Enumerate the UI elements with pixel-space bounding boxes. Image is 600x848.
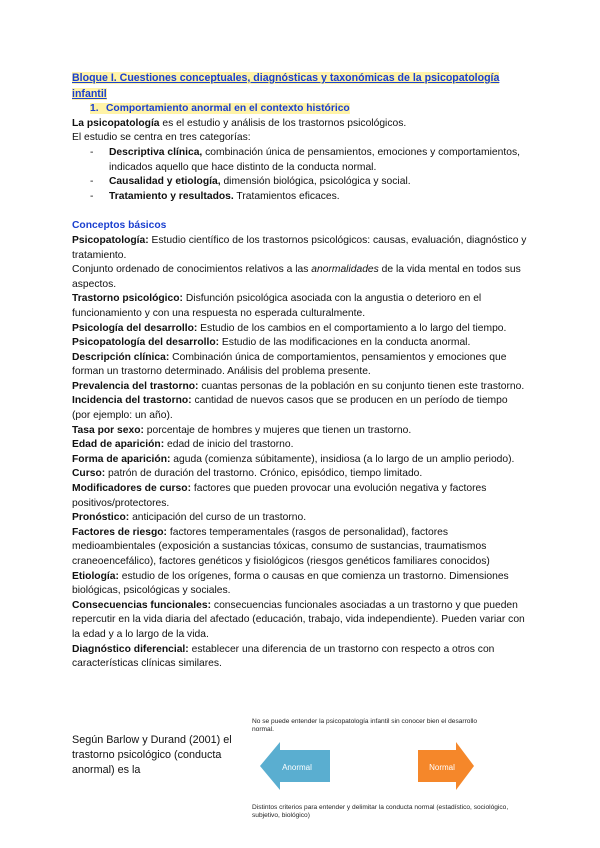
right-arrow-label: Normal	[429, 763, 455, 772]
concepts-list	[72, 234, 528, 672]
concept-item: Descripción clínica: Combinación única de comportamientos, pensamientos y emociones que forman un trastorno determinado. Análisis del problema presente.	[72, 351, 507, 378]
concept-item: Psicología del desarrollo: Estudio de los cambios en el comportamiento a lo largo del tiempo.	[72, 322, 507, 334]
concept-item: Pronóstico: anticipación del curso de un trastorno.	[72, 512, 307, 524]
category-item: - Tratamiento y resultados. Tratamientos eficaces.	[72, 190, 528, 205]
concept-item: Edad de aparición: edad de inicio del trastorno.	[72, 439, 294, 451]
figure-caption-bottom: Distintos criterios para entender y delimitar la conducta normal (estadístico, sociológico, subjetivo, biológico)	[252, 804, 509, 820]
block-title: Bloque I. Cuestiones conceptuales, diagnósticas y taxonómicas de la psicopatología infantil	[72, 72, 500, 100]
concept-item: Modificadores de curso: factores que pueden provocar una evolución negativa y factores positivos/protectores.	[72, 483, 487, 509]
concept-item: Conjunto ordenado de conocimientos relativos a las anormalidades de la vida mental en todos sus aspectos.	[72, 264, 521, 290]
left-arrow-label: Anormal	[282, 763, 312, 772]
concept-item: Diagnóstico diferencial: establecer una diferencia de un trastorno con respecto a otros con características clínicas similares.	[72, 643, 495, 670]
concepts-heading: Conceptos básicos	[72, 220, 167, 232]
category-list	[72, 146, 528, 204]
concept-item: Tasa por sexo: porcentaje de hombres y mujeres que tienen un trastorno.	[72, 424, 412, 436]
intro-line: El estudio se centra en tres categorías:	[72, 132, 251, 144]
concept-item: Forma de aparición: aguda (comienza súbitamente), insidiosa (a lo largo de un amplio periodo).	[72, 453, 515, 465]
bottom-paragraph: Según Barlow y Durand (2001) el trastorno psicológico (conducta anormal) es la	[72, 734, 232, 776]
concept-item: Incidencia del trastorno: cantidad de nuevos casos que se producen en un período de tiempo (por ejemplo: un año).	[72, 395, 508, 422]
figure-caption-top: No se puede entender la psicopatología infantil sin conocer bien el desarrollo normal.	[252, 718, 478, 734]
document-body	[72, 71, 528, 672]
concept-item: Curso: patrón de duración del trastorno. Crónico, episódico, tiempo limitado.	[72, 468, 423, 480]
category-item: - Descriptiva clínica, combinación única de pensamientos, emociones y comportamientos, indicados aquello que hace distinto de la conducta normal.	[72, 146, 528, 175]
concept-item: Prevalencia del trastorno: cuantas personas de la población en su conjunto tienen este trastorno.	[72, 380, 525, 392]
concept-item: Consecuencias funcionales: consecuencias funcionales asociadas a un trastorno y que pueden repercutir en la vida diaria del afectado (educación, trabajo, vida independiente). Pueden variar con la edad y a lo largo de la vida.	[72, 599, 525, 640]
normal-abnormal-figure	[250, 716, 535, 826]
concept-item: Factores de riesgo: factores temperamentales (rasgos de personalidad), factores medioambientales (exposición a sustancias tóxicas, consumo de sustancias, traumatismos craneoencefálico), factores genéticos y fisiológicos (riesgos genéticos familiares conocidos)	[72, 526, 490, 567]
concept-item: Etiología: estudio de los orígenes, forma o causas en que comienza un trastorno. Dimensiones biológicas, psicológicas y sociales.	[72, 570, 509, 597]
section-heading: 1. Comportamiento anormal en el contexto histórico	[90, 103, 350, 115]
concept-item: Trastorno psicológico: Disfunción psicológica asociada con la angustia o deterioro en el funcionamiento y con una respuesta no esperada culturalmente.	[72, 293, 482, 319]
intro-definition: La psicopatología es el estudio y análisis de los trastornos psicológicos.	[72, 117, 407, 129]
concept-item: Psicopatología del desarrollo: Estudio de las modificaciones en la conducta anormal.	[72, 337, 471, 349]
concept-item: Psicopatología: Estudio científico de los trastornos psicológicos: causas, evaluación, diagnóstico y tratamiento.	[72, 234, 527, 261]
category-item: - Causalidad y etiología, dimensión biológica, psicológica y social.	[72, 175, 528, 190]
